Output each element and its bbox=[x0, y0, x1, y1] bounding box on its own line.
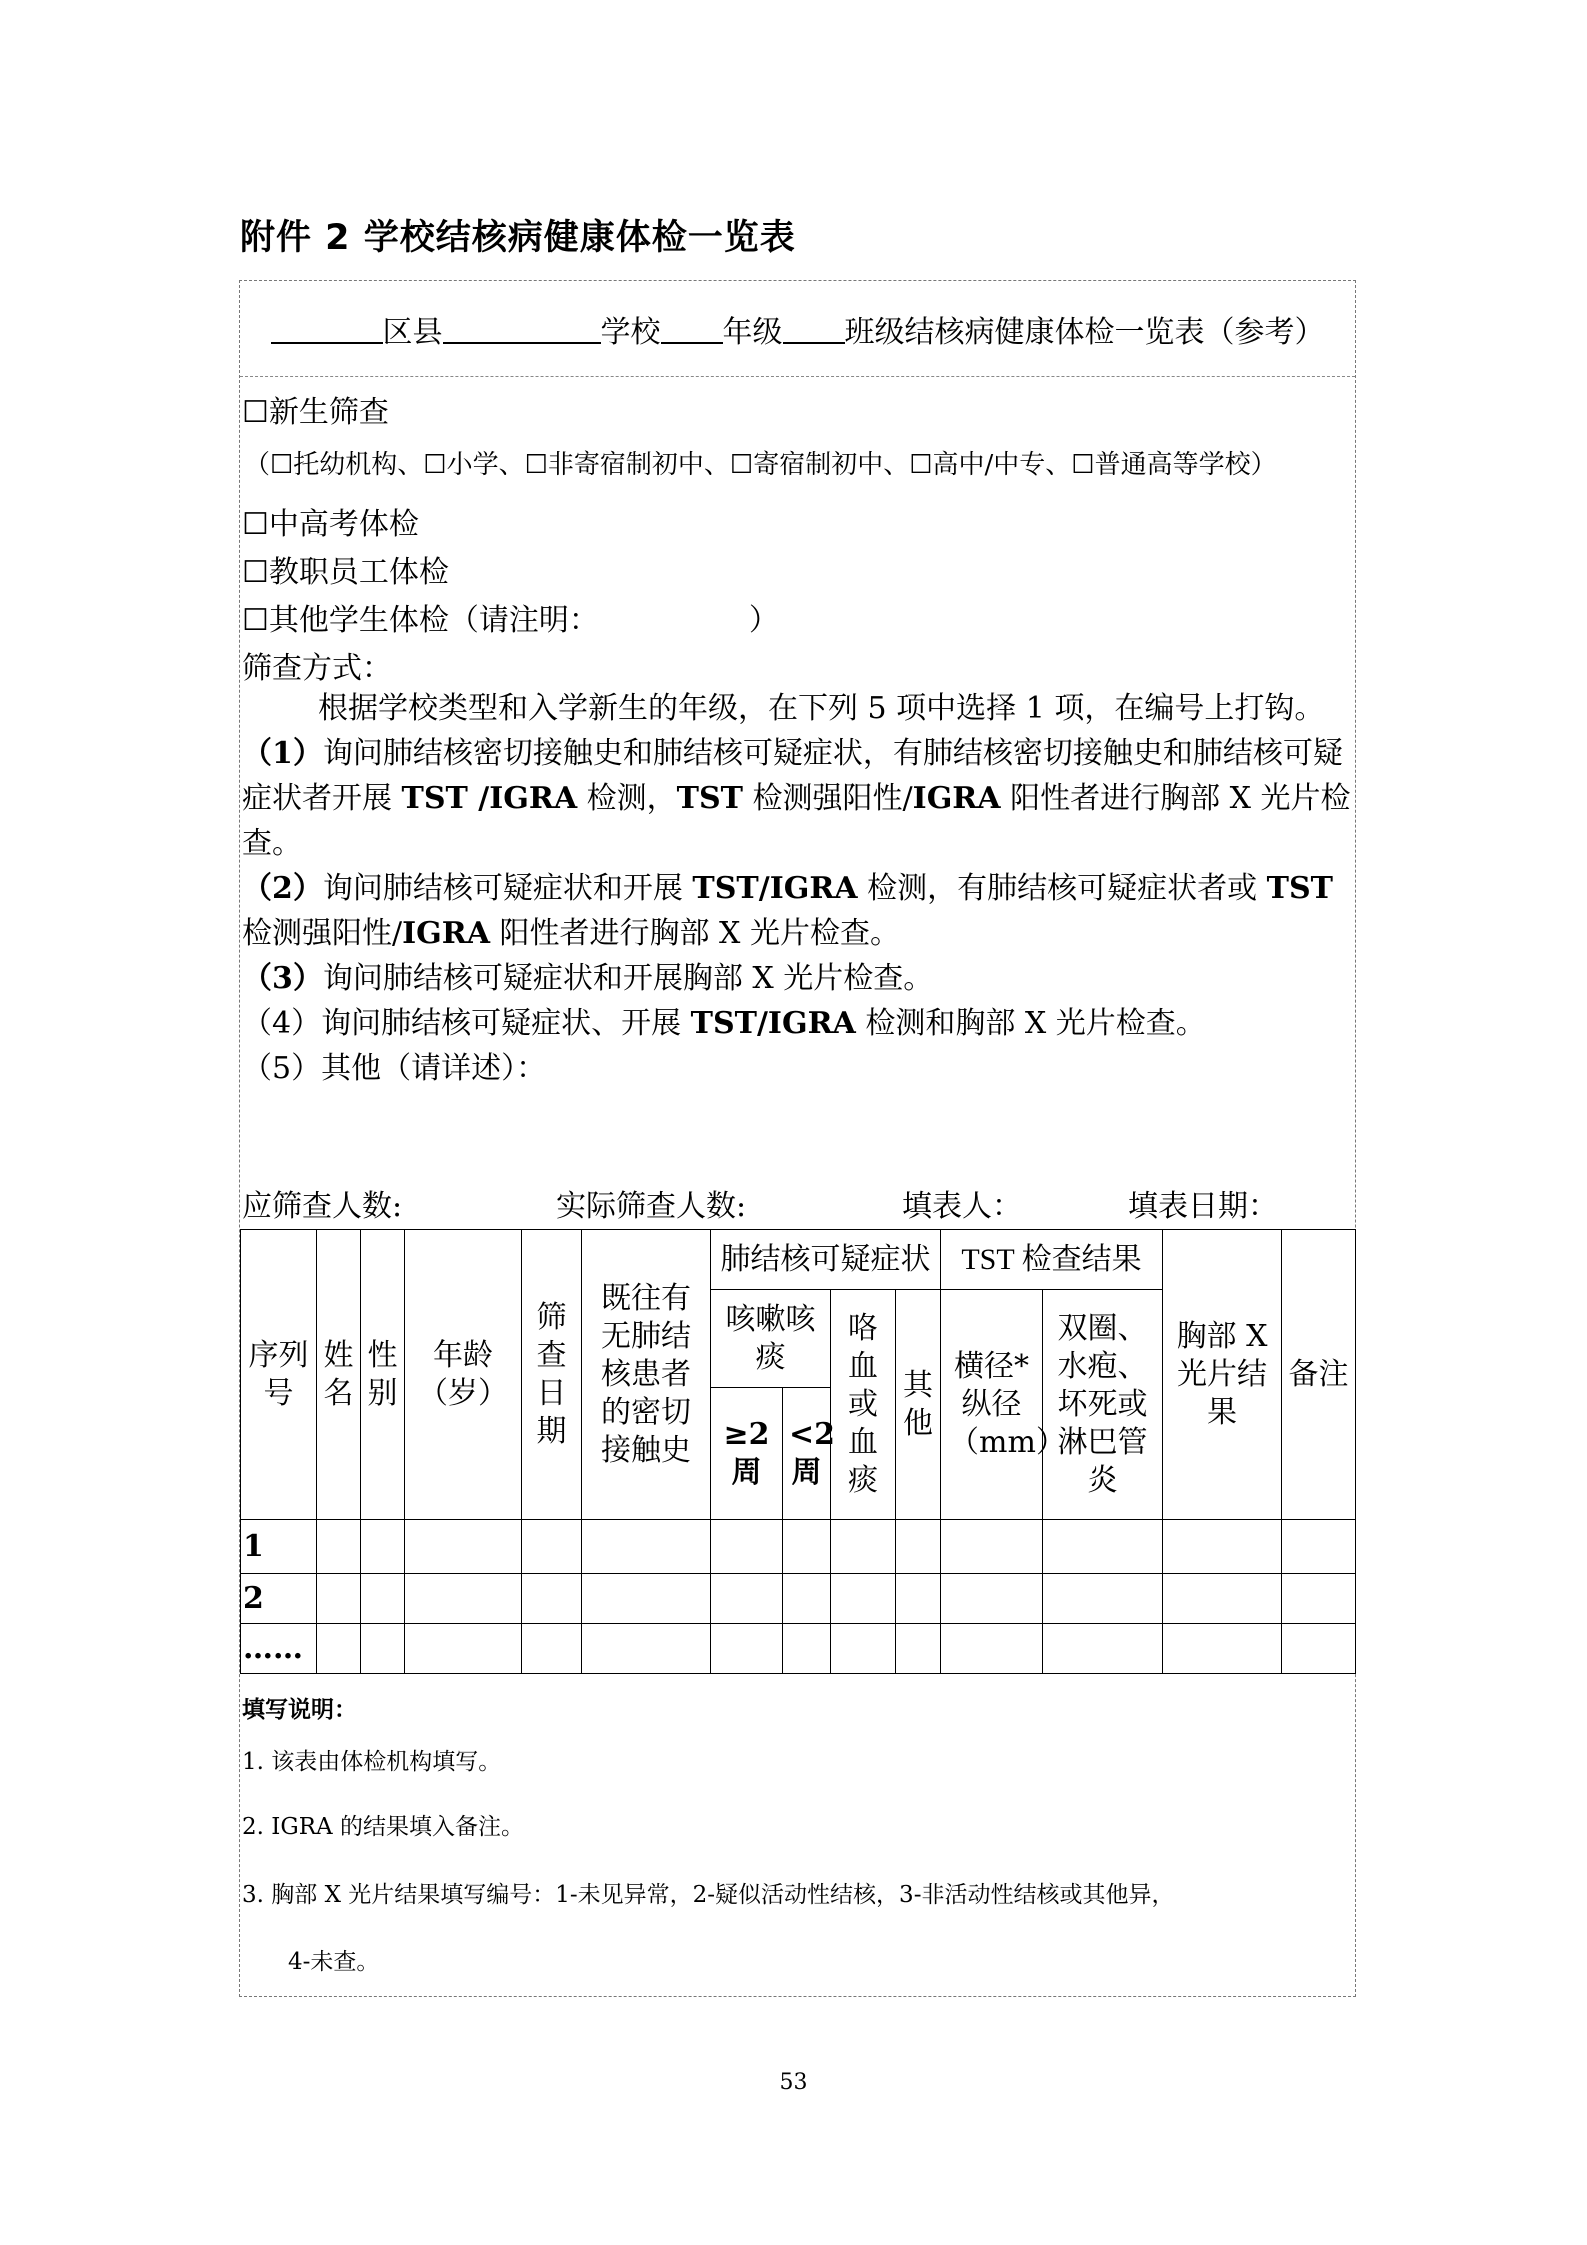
cell[interactable] bbox=[1163, 1624, 1282, 1674]
form-title bbox=[240, 281, 1355, 377]
class-blank[interactable] bbox=[783, 314, 845, 344]
header-sex: 性别 bbox=[361, 1230, 405, 1520]
cell[interactable] bbox=[831, 1520, 896, 1574]
row-number: …… bbox=[241, 1624, 317, 1674]
cell[interactable] bbox=[405, 1624, 522, 1674]
item-1-text-c: 检测强阳性/ bbox=[743, 781, 913, 816]
count-should: 应筛查人数: bbox=[242, 1189, 403, 1224]
cell[interactable] bbox=[317, 1574, 361, 1624]
item-1-tst: TST bbox=[676, 781, 743, 816]
item-4-number: （4） bbox=[242, 1006, 322, 1041]
page-number: 53 bbox=[779, 2070, 808, 2095]
item-2-tst: TST bbox=[1266, 871, 1333, 906]
method-label: 筛查方式： bbox=[242, 651, 392, 686]
header-blister: 双圈、水疱、坏死或淋巴管炎 bbox=[1043, 1290, 1163, 1520]
cell[interactable] bbox=[831, 1624, 896, 1674]
cell[interactable] bbox=[941, 1574, 1043, 1624]
header-xray: 胸部 X 光片结果 bbox=[1163, 1230, 1282, 1520]
cell[interactable] bbox=[1282, 1574, 1356, 1624]
note-1: 1. 该表由体检机构填写。 bbox=[242, 1749, 502, 1775]
method-item-2[interactable] bbox=[242, 866, 1354, 956]
option-staff[interactable]: ☐教职员工体检 bbox=[242, 555, 449, 590]
option-new-student[interactable]: ☐新生筛查 bbox=[242, 395, 389, 430]
cell[interactable] bbox=[361, 1574, 405, 1624]
item-5-number: （5） bbox=[242, 1051, 322, 1086]
cell[interactable] bbox=[941, 1520, 1043, 1574]
method-intro: 根据学校类型和入学新生的年级，在下列 5 项中选择 1 项，在编号上打钩。 bbox=[318, 691, 1325, 726]
note-3-continued: 4-未查。 bbox=[288, 1949, 380, 1975]
item-3-text: 询问肺结核可疑症状和开展胸部 X 光片检查。 bbox=[322, 961, 934, 996]
count-date: 填表日期： bbox=[1128, 1189, 1278, 1224]
cell[interactable] bbox=[1163, 1520, 1282, 1574]
option-exam[interactable]: ☐中高考体检 bbox=[242, 507, 419, 542]
method-item-4[interactable] bbox=[242, 1001, 1354, 1046]
note-2: 2. IGRA 的结果填入备注。 bbox=[242, 1814, 524, 1840]
header-other-symptom: 其他 bbox=[896, 1290, 941, 1520]
cell[interactable] bbox=[896, 1520, 941, 1574]
district-blank[interactable] bbox=[271, 314, 383, 344]
item-1-test: TST /IGRA bbox=[401, 781, 578, 816]
title-seg-grade: 年级 bbox=[722, 314, 783, 350]
item-1-text-d: 阳性者进行胸部 X 光片检查。 bbox=[242, 781, 1351, 861]
option-other-close: ） bbox=[748, 603, 779, 638]
cell[interactable] bbox=[711, 1574, 783, 1624]
table-row bbox=[241, 1624, 1356, 1674]
cell[interactable] bbox=[522, 1520, 582, 1574]
header-age: 年龄（岁） bbox=[405, 1230, 522, 1520]
page-heading: 附件 2 学校结核病健康体检一览表 bbox=[240, 218, 796, 258]
note-3: 3. 胸部 X 光片结果填写编号：1-未见异常，2-疑似活动性结核，3-非活动性结核或其他异， bbox=[242, 1882, 1175, 1908]
cell[interactable] bbox=[361, 1624, 405, 1674]
cell[interactable] bbox=[522, 1574, 582, 1624]
cell[interactable] bbox=[896, 1574, 941, 1624]
cell[interactable] bbox=[582, 1520, 711, 1574]
cell[interactable] bbox=[1282, 1624, 1356, 1674]
cell[interactable] bbox=[1043, 1520, 1163, 1574]
cell[interactable] bbox=[711, 1520, 783, 1574]
item-2-text-b: 检测，有肺结核可疑症状者或 bbox=[857, 871, 1267, 906]
header-ge2-weeks: ≥2周 bbox=[711, 1388, 783, 1520]
header-name: 姓名 bbox=[317, 1230, 361, 1520]
screening-table bbox=[240, 1229, 1356, 1674]
header-contact-history: 既往有无肺结核患者的密切接触史 bbox=[582, 1230, 711, 1520]
item-1-text: 询问肺结核密切接触史和肺结核可疑症状，有肺结核密切接触史和肺结核可疑症状者开展 bbox=[242, 736, 1343, 816]
item-2-text: 询问肺结核可疑症状和开展 bbox=[322, 871, 693, 906]
table-row bbox=[241, 1520, 1356, 1574]
item-2-igra: IGRA bbox=[402, 916, 490, 951]
method-item-3[interactable] bbox=[242, 956, 1354, 1001]
cell[interactable] bbox=[317, 1624, 361, 1674]
table-row bbox=[241, 1574, 1356, 1624]
header-symptoms: 肺结核可疑症状 bbox=[711, 1230, 941, 1290]
item-5-text: 其他（请详述）： bbox=[321, 1051, 547, 1086]
item-2-test: TST/IGRA bbox=[692, 871, 858, 906]
header-blood: 咯血或血痰 bbox=[831, 1290, 896, 1520]
cell[interactable] bbox=[582, 1574, 711, 1624]
item-1-text-b: 检测， bbox=[577, 781, 677, 816]
method-item-1[interactable] bbox=[242, 731, 1354, 866]
cell[interactable] bbox=[361, 1520, 405, 1574]
cell[interactable] bbox=[405, 1574, 522, 1624]
item-1-number: （1） bbox=[242, 736, 323, 771]
row-number: 2 bbox=[241, 1574, 317, 1624]
cell[interactable] bbox=[1282, 1520, 1356, 1574]
header-lt2-weeks: <2周 bbox=[783, 1388, 831, 1520]
grade-blank[interactable] bbox=[661, 314, 723, 344]
cell[interactable] bbox=[317, 1520, 361, 1574]
school-blank[interactable] bbox=[443, 314, 601, 344]
item-4-text-b: 检测和胸部 X 光片检查。 bbox=[855, 1006, 1206, 1041]
title-seg-district: 区县 bbox=[382, 314, 443, 350]
header-cough: 咳嗽咳痰 bbox=[711, 1290, 831, 1388]
header-screen-date: 筛查日期 bbox=[522, 1230, 582, 1520]
cell[interactable] bbox=[783, 1624, 831, 1674]
cell[interactable] bbox=[1163, 1574, 1282, 1624]
header-diameter: 横径*纵径（mm） bbox=[941, 1290, 1043, 1520]
title-seg-school: 学校 bbox=[600, 314, 661, 350]
cell[interactable] bbox=[896, 1624, 941, 1674]
item-4-text: 询问肺结核可疑症状、开展 bbox=[321, 1006, 691, 1041]
header-tst: TST 检查结果 bbox=[941, 1230, 1163, 1290]
title-seg-class: 班级结核病健康体检一览表（参考） bbox=[844, 314, 1325, 350]
item-2-number: （2） bbox=[242, 871, 323, 906]
row-number: 1 bbox=[241, 1520, 317, 1574]
notes-title: 填写说明： bbox=[242, 1697, 357, 1723]
header-remark: 备注 bbox=[1282, 1230, 1356, 1520]
item-3-number: （3） bbox=[242, 961, 323, 996]
cell[interactable] bbox=[1043, 1574, 1163, 1624]
cell[interactable] bbox=[522, 1624, 582, 1674]
item-2-text-c: 检测强阳性/ bbox=[242, 916, 403, 951]
item-2-text-d: 阳性者进行胸部 X 光片检查。 bbox=[489, 916, 900, 951]
cell[interactable] bbox=[711, 1624, 783, 1674]
count-filler: 填表人： bbox=[902, 1189, 1022, 1224]
cell[interactable] bbox=[783, 1520, 831, 1574]
cell[interactable] bbox=[831, 1574, 896, 1624]
cell[interactable] bbox=[783, 1574, 831, 1624]
cell[interactable] bbox=[1043, 1624, 1163, 1674]
cell[interactable] bbox=[405, 1520, 522, 1574]
option-school-types[interactable]: （☐托幼机构、☐小学、☐非寄宿制初中、☐寄宿制初中、☐高中/中专、☐普通高等学校） bbox=[244, 450, 1277, 480]
item-4-test: TST/IGRA bbox=[690, 1006, 856, 1041]
item-1-igra: IGRA bbox=[912, 781, 1001, 816]
method-item-5[interactable] bbox=[242, 1046, 1354, 1091]
form-frame bbox=[239, 280, 1356, 1997]
option-other[interactable] bbox=[242, 595, 779, 639]
count-actual: 实际筛查人数: bbox=[556, 1189, 747, 1224]
option-other-label: ☐其他学生体检（请注明： bbox=[242, 603, 599, 638]
cell[interactable] bbox=[582, 1624, 711, 1674]
cell[interactable] bbox=[941, 1624, 1043, 1674]
header-seq: 序列号 bbox=[241, 1230, 317, 1520]
